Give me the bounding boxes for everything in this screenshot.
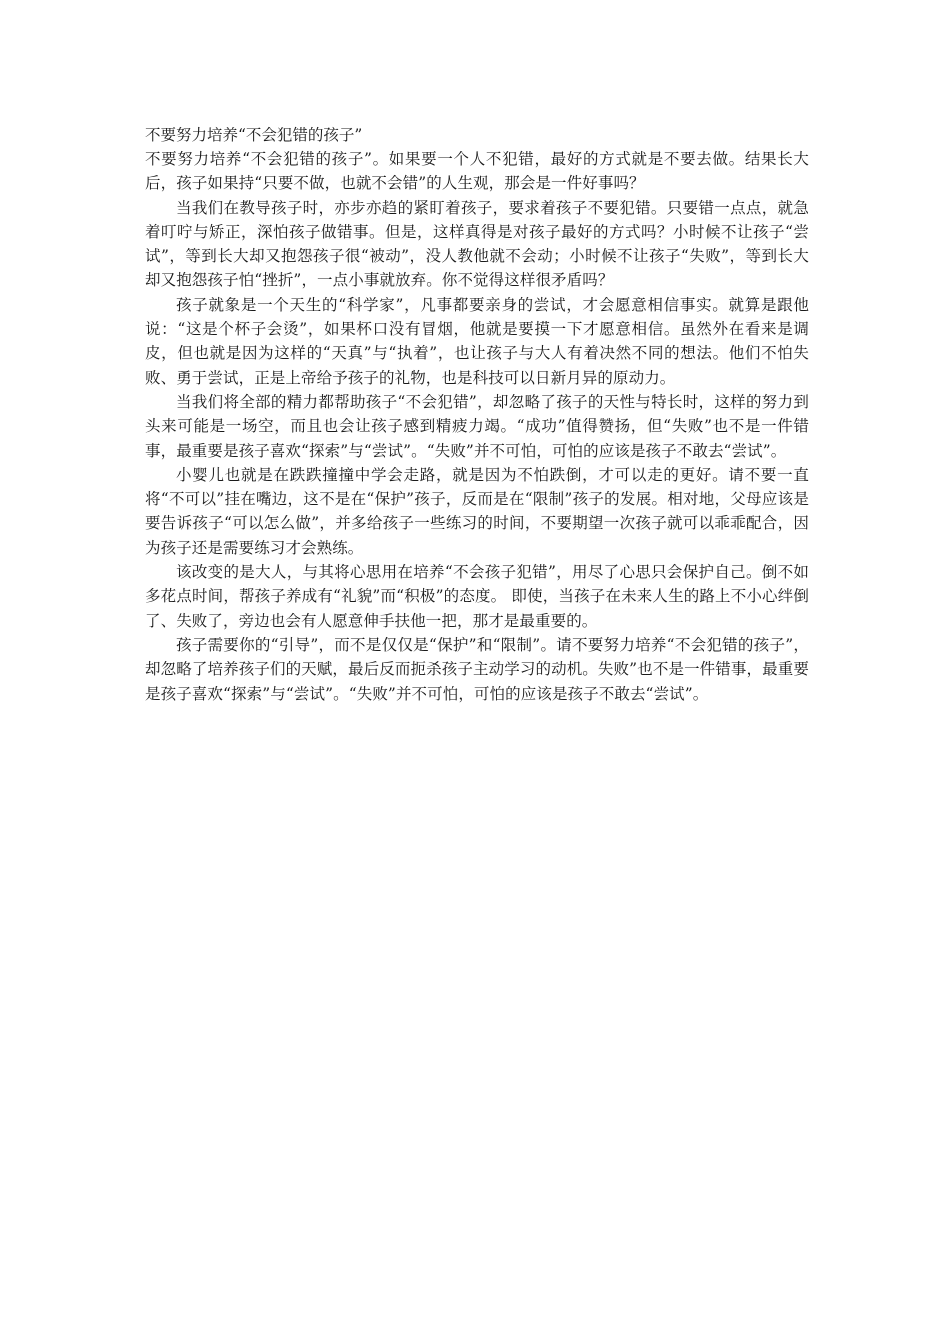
paragraph-intro: 不要努力培养“不会犯错的孩子”。如果要一个人不犯错，最好的方式就是不要去做。结果长大后，孩子如果持“只要不做，也就不会错”的人生观，那会是一件好事吗？ xyxy=(145,150,809,193)
paragraph-6: 该改变的是大人，与其将心思用在培养“不会孩子犯错”，用尽了心思只会保护自己。倒不如多花点时间，帮孩子养成有“礼貌”而“积极”的态度。 即使，当孩子在未来人生的路上不小心绊倒了、失败了，旁边也会有人愿意伸手扶他一把，那才是最重要的。 xyxy=(145,563,809,630)
paragraph-4: 当我们将全部的精力都帮助孩子“不会犯错”，却忽略了孩子的天性与特长时，这样的努力到头来可能是一场空，而且也会让孩子感到精疲力竭。“成功”值得赞扬，但“失败”也不是一件错事，最重要是孩子喜欢“探索”与“尝试”。“失败”并不可怕，可怕的应该是孩子不敢去“尝试”。 xyxy=(145,392,809,460)
paragraph-7: 孩子需要你的“引导”，而不是仅仅是“保护”和“限制”。请不要努力培养“不会犯错的孩子”，却忽略了培养孩子们的天赋，最后反而扼杀孩子主动学习的动机。失败”也不是一件错事，最重要是孩子喜欢“探索”与“尝试”。“失败”并不可怕，可怕的应该是孩子不敢去“尝试”。 xyxy=(145,635,809,703)
paragraph-3: 孩子就象是一个天生的“科学家”，凡事都要亲身的尝试，才会愿意相信事实。就算是跟他说：“这是个杯子会烫”，如果杯口没有冒烟，他就是要摸一下才愿意相信。虽然外在看来是调皮，但也就是因为这样的“天真”与“执着”，也让孩子与大人有着决然不同的想法。他们不怕失败、勇于尝试，正是上帝给予孩子的礼物，也是科技可以日新月异的原动力。 xyxy=(145,295,809,387)
document-title: 不要努力培养“不会犯错的孩子” xyxy=(145,126,363,144)
paragraph-2: 当我们在教导孩子时，亦步亦趋的紧盯着孩子，要求着孩子不要犯错。只要错一点点，就急着叮咛与矫正，深怕孩子做错事。但是，这样真得是对孩子最好的方式吗？小时候不让孩子“尝试”，等到长大却又抱怨孩子很“被动”，没人教他就不会动；小时候不让孩子“失败”，等到长大却又抱怨孩子怕“挫折”，一点小事就放弃。你不觉得这样很矛盾吗？ xyxy=(145,198,809,290)
paragraph-5: 小婴儿也就是在跌跌撞撞中学会走路，就是因为不怕跌倒，才可以走的更好。请不要一直将“不可以”挂在嘴边，这不是在“保护”孩子，反而是在“限制”孩子的发展。相对地，父母应该是要告诉孩子“可以怎么做”，并多给孩子一些练习的时间，不要期望一次孩子就可以乖乖配合，因为孩子还是需要练习才会熟练。 xyxy=(145,465,809,557)
document-page xyxy=(145,123,809,706)
